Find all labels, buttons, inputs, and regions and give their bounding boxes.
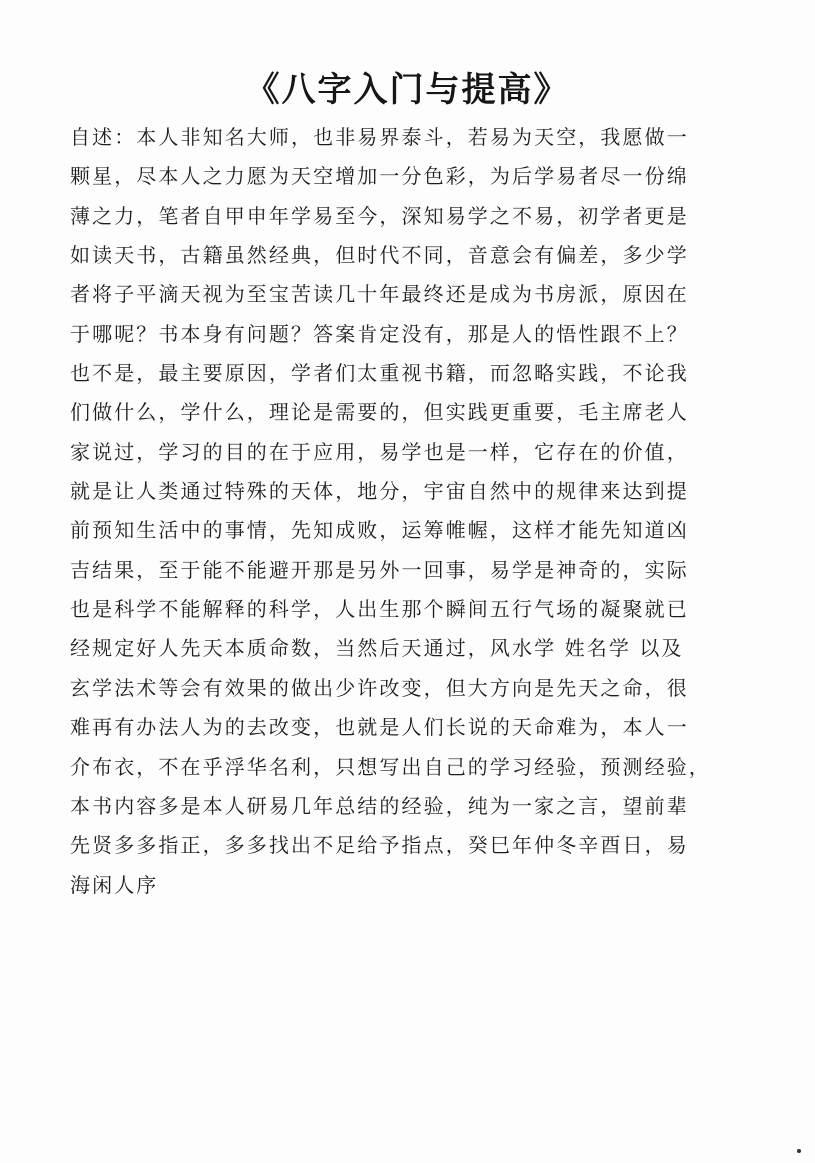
text-line: 吉结果，至于能不能避开那是另外一回事，易学是神奇的，实际 [70,557,689,582]
text-line: 就是让人类通过特殊的天体，地分，宇宙自然中的规律来达到提 [70,479,689,504]
text-line: 先贤多多指正，多多找出不足给予指点，癸巳年仲冬辛酉日，易 [70,833,689,858]
text-line: 经规定好人先天本质命数，当然后天通过，风水学 姓名学 以及 [70,636,684,661]
text-line: 也是科学不能解释的科学，人出生那个瞬间五行气场的凝聚就已 [70,597,689,622]
text-line: 如读天书，古籍虽然经典，但时代不同，音意会有偏差，多少学 [70,243,689,268]
text-line: 本书内容多是本人研易几年总结的经验，纯为一家之言，望前辈 [70,793,689,818]
text-line: 家说过，学习的目的在于应用，易学也是一样，它存在的价值， [70,439,689,464]
scan-speck [797,1149,801,1153]
text-line: 海闲人序 [70,872,159,897]
text-line: 自述：本人非知名大师，也非易界泰斗，若易为天空，我愿做一 [70,125,689,149]
preface-body [70,118,710,905]
text-line: 难再有办法人为的去改变，也就是人们长说的天命难为，本人一 [70,715,689,740]
text-line: 们做什么，学什么，理论是需要的，但实践更重要，毛主席老人 [70,400,689,425]
text-line: 薄之力，笔者自甲申年学易至今，深知易学之不易，初学者更是 [70,203,689,228]
text-line: 玄学法术等会有效果的做出少许改变，但大方向是先天之命，很 [70,675,689,700]
text-line: 介布衣，不在乎浮华名利，只想写出自己的学习经验，预测经验， [70,754,711,779]
document-title: 《八字入门与提高》 [245,70,570,110]
text-line: 颗星，尽本人之力愿为天空增加一分色彩，为后学易者尽一份绵 [70,164,689,189]
text-line: 前预知生活中的事情，先知成败，运筹帷幄，这样才能先知道凶 [70,518,689,543]
text-line: 者将子平滴天视为至宝苦读几十年最终还是成为书房派，原因在 [70,282,689,307]
text-line: 于哪呢？书本身有问题？答案肯定没有，那是人的悟性跟不上？ [70,321,689,346]
text-line: 也不是，最主要原因，学者们太重视书籍，而忽略实践，不论我 [70,361,689,386]
